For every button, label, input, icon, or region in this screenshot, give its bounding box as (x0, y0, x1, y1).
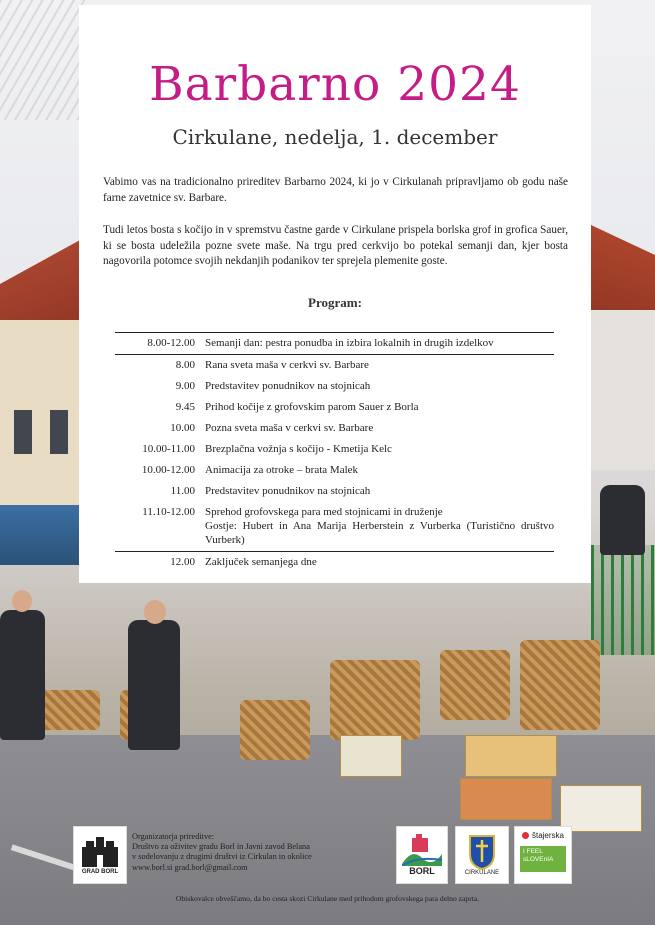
schedule-time: 11.00 (170, 485, 195, 497)
schedule-time: 9.00 (175, 380, 195, 392)
awning-left (0, 505, 82, 565)
grad-borl-logo (73, 826, 127, 884)
feel-slovenia-badge: I FEEL sLOVEnIA (520, 846, 566, 872)
schedule-description: Zaključek semanjega dne (205, 556, 317, 568)
program-schedule (115, 332, 554, 573)
schedule-row (115, 355, 554, 376)
schedule-time: 8.00 (175, 359, 195, 371)
schedule-row (115, 333, 554, 355)
schedule-time: 10.00 (170, 422, 195, 434)
schedule-row (115, 418, 554, 439)
schedule-description: Pozna sveta maša v cerkvi sv. Barbare (205, 422, 374, 434)
schedule-description: Predstavitev ponudnikov na stojnicah (205, 485, 371, 497)
cirkulane-coat-of-arms (455, 826, 509, 884)
grad-borl-label: GRAD BORL (81, 869, 119, 875)
schedule-description: Sprehod grofovskega para med stojnicami in druženje Gostje: Hubert in Ana Marija Herberstein z Vurberka (Turistično društvo Vurberk) (205, 506, 554, 546)
window (14, 410, 32, 454)
person-head (144, 600, 166, 624)
stajerska-dot-icon (522, 832, 529, 839)
person-head (12, 590, 32, 612)
organizer-contact: www.borl.si grad.borl@gmail.com (132, 862, 248, 872)
schedule-description: Semanji dan: pestra ponudba in izbira lokalnih in drugih izdelkov (205, 337, 494, 349)
wicker-chair (240, 700, 310, 760)
event-date-place: Cirkulane, nedelja, 1. december (172, 125, 498, 149)
invitation-panel (79, 5, 591, 583)
schedule-row (115, 439, 554, 460)
crate (465, 735, 557, 777)
house-right (591, 310, 655, 470)
wicker-basket (40, 690, 100, 730)
road-closure-notice: Obiskovalce obveščamo, da bo cesta skozi Cirkulane med prihodom grofovskega para delno zaprta. (175, 894, 480, 903)
crate (340, 735, 402, 777)
schedule-description: Predstavitev ponudnikov na stojnicah (205, 380, 371, 392)
schedule-description: Prihod kočije z grofovskim parom Sauer z Borla (205, 401, 419, 413)
schedule-time: 9.45 (175, 401, 195, 413)
schedule-description: Rana sveta maša v cerkvi sv. Barbare (205, 359, 369, 371)
stajerska-label: štajerska (531, 831, 564, 840)
wicker-basket (520, 640, 600, 730)
organizer-line: v sodelovanju z drugimi društvi iz Cirkulan in okolice (132, 852, 312, 862)
crate (460, 778, 552, 820)
intro-paragraph-1: Vabimo vas na tradicionalno prireditev Barbarno 2024, ki jo v Cirkulanah pripravljamo ob godu naše farne zavetnice sv. Barbare. (103, 176, 568, 204)
intro-paragraph-2: Tudi letos bosta s kočijo in v spremstvu častne garde v Cirkulane prispela borlska grof in grofica Sauer, ki se bosta udeležila pozne svete maše. Na trgu pred cerkvijo bo potekal semanji dan, kjer bosta nagovorila potomce svojih nekdanjih podanikov ter sprejela plemenite goste. (103, 224, 568, 267)
cirkulane-label: CIRKULANE (464, 870, 500, 876)
program-heading: Program: (308, 295, 362, 310)
crate (560, 785, 642, 832)
wicker-basket (440, 650, 510, 720)
schedule-description: Brezplačna vožnja s kočijo - Kmetija Kelc (205, 443, 392, 455)
schedule-row (115, 552, 554, 573)
tree-branches (0, 0, 90, 120)
window (50, 410, 68, 454)
wicker-chair (330, 660, 420, 740)
schedule-time: 10.00-11.00 (142, 443, 195, 455)
organizer-line: Društvo za oživitev gradu Borl in Javni zavod Belana (132, 842, 310, 852)
schedule-description: Animacija za otroke – brata Malek (205, 464, 359, 476)
borl-label: BORL (409, 866, 435, 876)
stajerska-logo (514, 826, 572, 884)
shield-icon (468, 834, 496, 870)
schedule-time: 8.00-12.00 (147, 337, 195, 349)
green-fence (591, 545, 655, 655)
schedule-time: 11.10-12.00 (142, 506, 195, 518)
person (128, 620, 180, 750)
schedule-row (115, 481, 554, 502)
schedule-time: 10.00-12.00 (141, 464, 195, 476)
organizer-line: Organizatorja prireditve: (132, 832, 215, 841)
person (0, 610, 45, 740)
event-title: Barbarno 2024 (149, 57, 521, 112)
schedule-time: 12.00 (170, 556, 195, 568)
castle-icon (78, 835, 122, 869)
stajerska-header (522, 831, 564, 840)
house-left (0, 320, 80, 520)
schedule-row (115, 502, 554, 552)
borl-logo (396, 826, 448, 884)
borl-castle-icon (402, 834, 442, 866)
person (600, 485, 645, 555)
schedule-row (115, 460, 554, 481)
schedule-row (115, 397, 554, 418)
organizer-info (132, 832, 372, 873)
schedule-row (115, 376, 554, 397)
